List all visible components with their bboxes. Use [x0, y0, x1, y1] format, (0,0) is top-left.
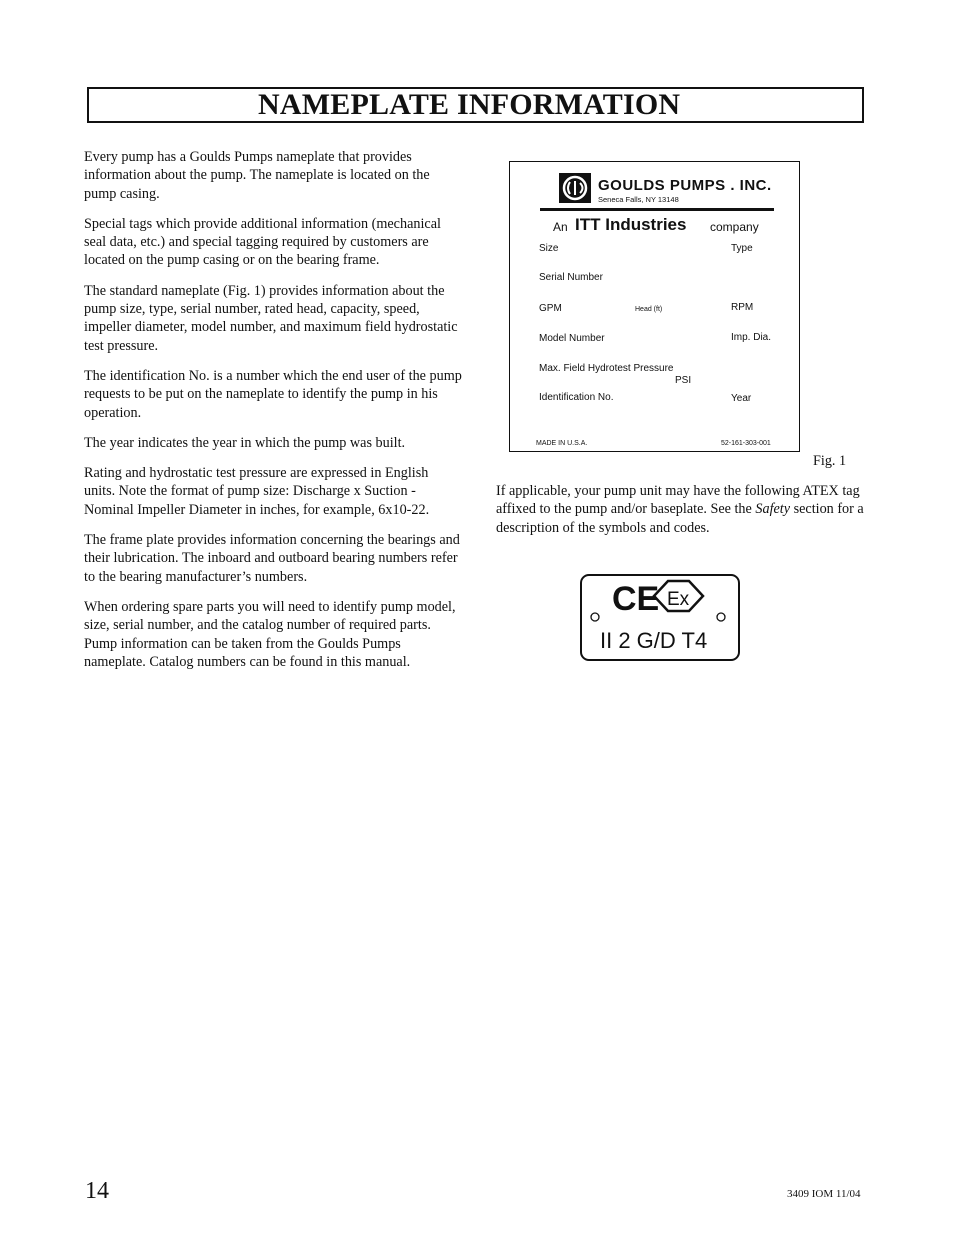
right-column — [496, 482, 866, 537]
paragraph-nameplate-intro: Every pump has a Goulds Pumps nameplate that provides information about the pump. The nameplate is located on the pump casing. — [84, 149, 430, 202]
field-max-pressure: Max. Field Hydrotest Pressure — [539, 363, 674, 374]
paragraph-year: The year indicates the year in which the pump was built. — [84, 434, 406, 451]
ex-mark-label: Ex — [667, 589, 690, 610]
nameplate-brand: GOULDS PUMPS . INC. — [598, 177, 772, 194]
field-part-number: 52-161-303-001 — [721, 440, 771, 447]
nameplate-company: company — [710, 220, 759, 234]
field-type: Type — [731, 243, 753, 254]
page-number: 14 — [85, 1178, 109, 1204]
field-gpm: GPM — [539, 303, 562, 314]
nameplate-an: An — [553, 220, 568, 234]
nameplate-divider — [540, 208, 774, 211]
atex-text-after: section for a description of the symbols and codes. — [496, 501, 864, 536]
paragraph-frame-plate: The frame plate provides information concerning the bearings and their lubrication. The inboard and outboard bearing numbers refer to the bearing manufacturer’s numbers. — [84, 532, 460, 585]
paragraph-standard-nameplate: The standard nameplate (Fig. 1) provides information about the pump size, type, serial number, rated head, capacity, speed, impeller diameter, model number, and maximum field hydrostatic test pressure. — [84, 282, 458, 354]
atex-tag — [579, 573, 741, 662]
field-serial: Serial Number — [539, 272, 603, 283]
page-title: NAMEPLATE INFORMATION — [258, 88, 681, 121]
paragraph-special-tags: Special tags which provide additional information (mechanical seal data, etc.) and special tagging required by customers are located on the pump casing or on the bearing frame. — [84, 215, 441, 269]
nameplate-itt: ITT Industries — [575, 215, 687, 234]
nameplate-figure — [509, 161, 800, 452]
nameplate-location: Seneca Falls, NY 13148 — [598, 195, 679, 204]
safety-reference: Safety — [755, 501, 791, 518]
field-model: Model Number — [539, 333, 605, 344]
atex-text-before: If applicable, your pump unit may have the following ATEX tag affixed to the pump and/or baseplate. See the — [496, 483, 860, 518]
field-psi: PSI — [675, 375, 692, 386]
paragraph-spare-parts: When ordering spare parts you will need to identify pump model, size, serial number, and the catalog number of required parts. Pump information can be taken from the Goulds Pumps nameplate. Catalog numbers can be found in this manual. — [84, 598, 456, 670]
figure-caption: Fig. 1 — [813, 453, 847, 469]
field-made-in: MADE IN U.S.A. — [536, 440, 588, 447]
goulds-logo-icon — [558, 172, 592, 204]
field-head: Head (ft) — [635, 306, 663, 313]
paragraph-identification: The identification No. is a number which the end user of the pump requests to be put on the nameplate to identify the pump in his operation. — [84, 367, 462, 421]
field-imp-dia: Imp. Dia. — [731, 332, 772, 343]
paragraph-atex — [496, 482, 866, 537]
field-identification: Identification No. — [539, 392, 614, 403]
atex-code: II 2 G/D T4 — [600, 628, 708, 653]
left-column — [84, 148, 462, 683]
paragraph-rating: Rating and hydrostatic test pressure are expressed in English units. Note the format of pump size: Discharge x Suction - Nominal Impeller Diameter in inches, for example, 6x10-22. — [84, 465, 430, 518]
field-size: Size — [539, 243, 559, 254]
ce-mark-icon: CE — [612, 580, 660, 618]
document-code: 3409 IOM 11/04 — [787, 1188, 861, 1200]
field-rpm: RPM — [731, 302, 754, 313]
field-year: Year — [731, 393, 752, 404]
